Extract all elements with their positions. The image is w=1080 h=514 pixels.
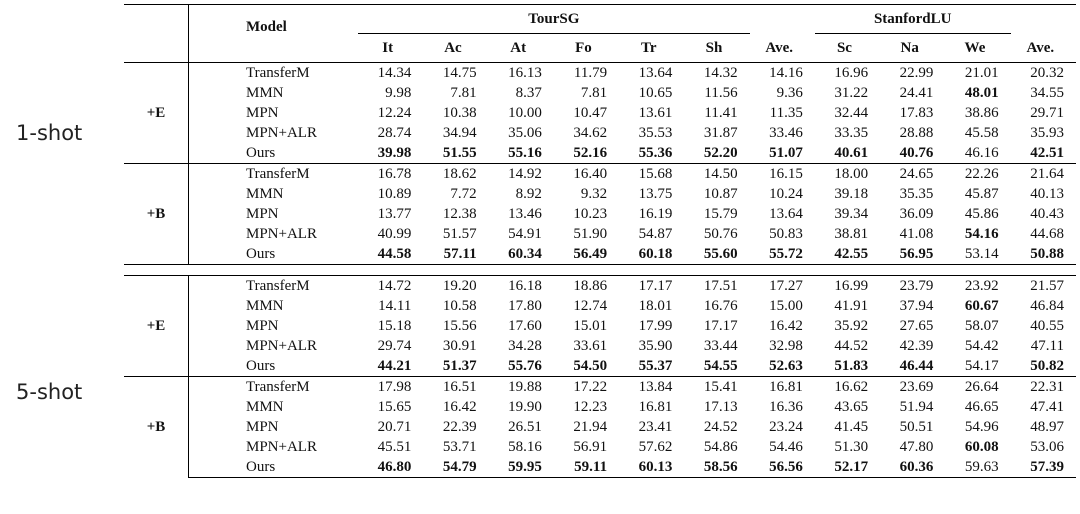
value-cell: 10.58 — [442, 298, 477, 314]
value-cell: 14.34 — [358, 63, 423, 84]
value-cell: 24.52 — [703, 419, 738, 435]
value-cell: 45.51 — [377, 439, 412, 455]
value-cell: 34.62 — [573, 125, 608, 141]
group-label: +E — [124, 276, 189, 377]
shot-separator — [124, 265, 1076, 276]
value-cell: 41.45 — [834, 419, 869, 435]
value-cell: 16.81 — [750, 377, 815, 398]
value-cell: 51.94 — [899, 399, 934, 415]
value-cell: 16.15 — [750, 164, 815, 185]
value-cell: 30.91 — [442, 338, 477, 354]
value-cell: 20.71 — [377, 419, 412, 435]
value-cell: 54.16 — [964, 226, 999, 242]
value-cell: 40.76 — [899, 145, 934, 161]
value-cell: 54.96 — [964, 419, 999, 435]
value-cell: 38.81 — [834, 226, 869, 242]
value-cell: 34.28 — [508, 338, 542, 354]
column-header-ave-toursg: Ave. — [765, 39, 794, 56]
table-row — [124, 164, 1076, 185]
value-cell: 15.56 — [442, 318, 477, 334]
value-cell: 38.86 — [964, 105, 999, 121]
value-cell: 48.01 — [964, 85, 999, 101]
value-cell: 43.65 — [834, 399, 869, 415]
value-cell: 23.69 — [880, 377, 945, 398]
value-cell: 15.01 — [573, 318, 608, 334]
value-cell: 22.99 — [880, 63, 945, 84]
value-cell: 41.91 — [834, 298, 869, 314]
value-cell: 13.61 — [638, 105, 673, 121]
value-cell: 9.36 — [776, 85, 803, 101]
value-cell: 55.72 — [769, 246, 803, 262]
value-cell: 58.07 — [964, 318, 999, 334]
column-header-ac: Ac — [444, 40, 462, 56]
column-header-sh: Sh — [705, 40, 723, 56]
value-cell: 22.31 — [1011, 377, 1076, 398]
value-cell: 23.24 — [769, 419, 803, 435]
value-cell: 16.19 — [638, 206, 673, 222]
value-cell: 56.56 — [750, 457, 815, 478]
value-cell: 50.83 — [769, 226, 803, 242]
value-cell: 53.14 — [964, 246, 999, 262]
value-cell: 33.35 — [834, 125, 869, 141]
value-cell: 17.98 — [358, 377, 423, 398]
table-row — [124, 276, 1076, 297]
value-cell: 16.51 — [423, 377, 488, 398]
table-row — [124, 143, 1076, 164]
value-cell: 10.24 — [769, 186, 803, 202]
header-spacer — [750, 5, 815, 34]
group-label: +B — [124, 164, 189, 265]
header-row-datasets — [124, 5, 1076, 34]
value-cell: 60.08 — [964, 439, 999, 455]
value-cell: 59.63 — [945, 457, 1010, 478]
value-cell: 60.67 — [964, 298, 999, 314]
value-cell: 35.92 — [834, 318, 869, 334]
value-cell: 15.41 — [684, 377, 749, 398]
model-name: MPN — [246, 419, 279, 435]
value-cell: 39.18 — [834, 186, 869, 202]
value-cell: 54.79 — [423, 457, 488, 478]
value-cell: 48.97 — [1030, 419, 1064, 435]
dataset-header-stanfordlu: StanfordLU — [815, 5, 1011, 34]
value-cell: 13.64 — [619, 63, 684, 84]
value-cell: 16.62 — [815, 377, 880, 398]
value-cell: 13.46 — [508, 206, 542, 222]
value-cell: 53.71 — [442, 439, 477, 455]
value-cell: 11.79 — [554, 63, 619, 84]
value-cell: 52.63 — [769, 358, 803, 374]
value-cell: 8.92 — [515, 186, 542, 202]
value-cell: 31.22 — [834, 85, 869, 101]
value-cell: 54.87 — [638, 226, 673, 242]
value-cell: 60.36 — [880, 457, 945, 478]
value-cell: 45.86 — [964, 206, 999, 222]
value-cell: 13.64 — [769, 206, 803, 222]
value-cell: 16.96 — [815, 63, 880, 84]
value-cell: 40.55 — [1030, 318, 1064, 334]
table-row — [124, 204, 1076, 224]
model-name: MPN+ALR — [246, 125, 317, 141]
value-cell: 14.72 — [358, 276, 423, 297]
model-name: MPN+ALR — [246, 226, 317, 242]
value-cell: 54.46 — [769, 439, 803, 455]
column-header-fo: Fo — [575, 40, 592, 56]
model-name: TransferM — [189, 276, 359, 297]
value-cell: 40.13 — [1030, 186, 1064, 202]
model-name: MPN+ALR — [246, 338, 317, 354]
column-header-tr: Tr — [640, 40, 657, 56]
value-cell: 32.98 — [769, 338, 803, 354]
value-cell: 33.61 — [573, 338, 608, 354]
value-cell: 60.34 — [508, 246, 542, 262]
group-label: +B — [124, 377, 189, 478]
value-cell: 34.55 — [1030, 85, 1064, 101]
value-cell: 53.06 — [1030, 439, 1064, 455]
column-header-ave-stanfordlu: Ave. — [1026, 39, 1055, 56]
value-cell: 14.50 — [684, 164, 749, 185]
value-cell: 18.62 — [423, 164, 488, 185]
value-cell: 54.91 — [508, 226, 542, 242]
value-cell: 12.38 — [442, 206, 477, 222]
value-cell: 58.16 — [508, 439, 542, 455]
value-cell: 16.36 — [769, 399, 803, 415]
model-name: TransferM — [189, 164, 359, 185]
table-row — [124, 296, 1076, 316]
value-cell: 17.83 — [899, 105, 934, 121]
model-header: Model — [189, 5, 359, 63]
table-row — [124, 244, 1076, 265]
value-cell: 20.32 — [1011, 63, 1076, 84]
value-cell: 58.56 — [684, 457, 749, 478]
value-cell: 55.60 — [703, 246, 738, 262]
value-cell: 18.00 — [815, 164, 880, 185]
value-cell: 11.56 — [704, 85, 738, 101]
value-cell: 55.37 — [638, 358, 673, 374]
shot-label-1: 1-shot — [16, 121, 83, 145]
value-cell: 17.13 — [703, 399, 738, 415]
value-cell: 10.38 — [442, 105, 477, 121]
column-header-we: We — [964, 40, 986, 56]
value-cell: 18.86 — [554, 276, 619, 297]
value-cell: 17.51 — [684, 276, 749, 297]
value-cell: 16.78 — [358, 164, 423, 185]
value-cell: 29.74 — [377, 338, 412, 354]
column-header-sc: Sc — [836, 40, 852, 56]
value-cell: 44.21 — [377, 358, 412, 374]
table-body — [124, 63, 1076, 478]
value-cell: 14.16 — [750, 63, 815, 84]
value-cell: 7.72 — [450, 186, 477, 202]
value-cell: 55.76 — [508, 358, 542, 374]
value-cell: 15.00 — [769, 298, 803, 314]
value-cell: 42.39 — [899, 338, 934, 354]
value-cell: 54.55 — [703, 358, 738, 374]
value-cell: 35.06 — [508, 125, 542, 141]
value-cell: 47.41 — [1030, 399, 1064, 415]
value-cell: 27.65 — [899, 318, 934, 334]
value-cell: 23.79 — [880, 276, 945, 297]
table-row — [124, 316, 1076, 336]
table-row — [124, 103, 1076, 123]
value-cell: 16.42 — [442, 399, 477, 415]
value-cell: 15.79 — [703, 206, 738, 222]
value-cell: 16.99 — [815, 276, 880, 297]
value-cell: 52.20 — [703, 145, 738, 161]
value-cell: 54.42 — [964, 338, 999, 354]
table-row — [124, 437, 1076, 457]
value-cell: 7.81 — [580, 85, 608, 101]
value-cell: 32.44 — [834, 105, 869, 121]
header-spacer — [1011, 5, 1076, 34]
value-cell: 28.88 — [899, 125, 934, 141]
value-cell: 50.88 — [1030, 246, 1064, 262]
model-name: TransferM — [189, 377, 359, 398]
value-cell: 24.65 — [880, 164, 945, 185]
value-cell: 47.80 — [899, 439, 934, 455]
model-name: MMN — [246, 399, 284, 415]
value-cell: 9.32 — [580, 186, 608, 202]
column-header-na: Na — [900, 40, 919, 56]
value-cell: 59.11 — [554, 457, 619, 478]
value-cell: 21.94 — [573, 419, 608, 435]
value-cell: 16.76 — [703, 298, 738, 314]
value-cell: 39.98 — [377, 145, 412, 161]
value-cell: 15.65 — [377, 399, 412, 415]
value-cell: 50.82 — [1030, 358, 1064, 374]
value-cell: 9.98 — [385, 85, 412, 101]
value-cell: 33.46 — [769, 125, 803, 141]
value-cell: 57.62 — [638, 439, 673, 455]
value-cell: 12.23 — [573, 399, 608, 415]
group-header — [124, 5, 189, 63]
value-cell: 51.83 — [834, 358, 869, 374]
value-cell: 51.30 — [834, 439, 869, 455]
model-name: MMN — [246, 186, 284, 202]
value-cell: 18.01 — [638, 298, 673, 314]
value-cell: 17.17 — [619, 276, 684, 297]
value-cell: 42.55 — [834, 246, 869, 262]
model-name: MMN — [246, 298, 284, 314]
value-cell: 45.87 — [964, 186, 999, 202]
value-cell: 51.90 — [573, 226, 608, 242]
value-cell: 28.74 — [377, 125, 412, 141]
value-cell: 51.37 — [442, 358, 477, 374]
value-cell: 23.92 — [945, 276, 1010, 297]
value-cell: 17.17 — [703, 318, 738, 334]
model-name: Ours — [246, 246, 276, 262]
value-cell: 35.53 — [638, 125, 673, 141]
value-cell: 16.81 — [638, 399, 673, 415]
value-cell: 33.44 — [703, 338, 738, 354]
value-cell: 10.87 — [703, 186, 738, 202]
value-cell: 13.75 — [638, 186, 673, 202]
value-cell: 44.52 — [834, 338, 869, 354]
value-cell: 52.16 — [573, 145, 608, 161]
table-row — [124, 377, 1076, 398]
value-cell: 12.74 — [573, 298, 608, 314]
model-name: MMN — [246, 85, 284, 101]
value-cell: 13.84 — [619, 377, 684, 398]
dataset-header-toursg: TourSG — [358, 5, 750, 34]
value-cell: 55.16 — [508, 145, 542, 161]
value-cell: 40.43 — [1030, 206, 1064, 222]
value-cell: 35.35 — [899, 186, 934, 202]
value-cell: 35.90 — [638, 338, 673, 354]
value-cell: 54.50 — [573, 358, 608, 374]
value-cell: 21.64 — [1011, 164, 1076, 185]
value-cell: 31.87 — [703, 125, 738, 141]
table-row — [124, 397, 1076, 417]
value-cell: 19.90 — [508, 399, 542, 415]
value-cell: 14.75 — [423, 63, 488, 84]
value-cell: 57.11 — [443, 246, 477, 262]
value-cell: 14.11 — [378, 298, 412, 314]
value-cell: 10.47 — [573, 105, 608, 121]
value-cell: 19.88 — [489, 377, 554, 398]
value-cell: 55.36 — [638, 145, 673, 161]
value-cell: 36.09 — [899, 206, 934, 222]
value-cell: 60.18 — [638, 246, 673, 262]
table-row — [124, 83, 1076, 103]
model-name: TransferM — [189, 63, 359, 84]
value-cell: 23.41 — [638, 419, 673, 435]
model-name: Ours — [189, 457, 359, 478]
separator-rule — [124, 265, 1076, 276]
table-row — [124, 356, 1076, 377]
value-cell: 51.07 — [769, 145, 803, 161]
value-cell: 46.84 — [1030, 298, 1064, 314]
value-cell: 15.68 — [619, 164, 684, 185]
value-cell: 15.18 — [377, 318, 412, 334]
table-row — [124, 336, 1076, 356]
table-row — [124, 417, 1076, 437]
value-cell: 41.08 — [899, 226, 934, 242]
value-cell: 16.13 — [489, 63, 554, 84]
table-row — [124, 224, 1076, 244]
value-cell: 34.94 — [442, 125, 477, 141]
model-name: MPN — [246, 105, 279, 121]
value-cell: 29.71 — [1030, 105, 1064, 121]
value-cell: 13.77 — [377, 206, 412, 222]
value-cell: 17.27 — [750, 276, 815, 297]
value-cell: 17.99 — [638, 318, 673, 334]
shot-label-5: 5-shot — [16, 380, 83, 404]
value-cell: 44.58 — [377, 246, 412, 262]
value-cell: 21.57 — [1011, 276, 1076, 297]
value-cell: 10.23 — [573, 206, 608, 222]
value-cell: 46.65 — [964, 399, 999, 415]
value-cell: 21.01 — [945, 63, 1010, 84]
value-cell: 46.16 — [964, 145, 999, 161]
table-row — [124, 63, 1076, 84]
value-cell: 44.68 — [1030, 226, 1064, 242]
model-name: Ours — [246, 145, 276, 161]
results-table — [124, 4, 1076, 478]
value-cell: 46.80 — [358, 457, 423, 478]
value-cell: 56.95 — [899, 246, 934, 262]
value-cell: 11.41 — [704, 105, 738, 121]
value-cell: 50.76 — [703, 226, 738, 242]
model-name: MPN — [246, 206, 279, 222]
value-cell: 46.44 — [899, 358, 934, 374]
table-row — [124, 184, 1076, 204]
value-cell: 59.95 — [489, 457, 554, 478]
value-cell: 16.40 — [554, 164, 619, 185]
value-cell: 12.24 — [377, 105, 412, 121]
value-cell: 7.81 — [450, 85, 477, 101]
value-cell: 54.86 — [703, 439, 738, 455]
value-cell: 54.17 — [964, 358, 999, 374]
value-cell: 16.18 — [489, 276, 554, 297]
value-cell: 37.94 — [899, 298, 934, 314]
value-cell: 16.42 — [769, 318, 803, 334]
value-cell: 22.26 — [945, 164, 1010, 185]
model-name: Ours — [246, 358, 276, 374]
model-name: MPN — [246, 318, 279, 334]
value-cell: 40.61 — [834, 145, 869, 161]
value-cell: 17.22 — [554, 377, 619, 398]
value-cell: 56.49 — [573, 246, 608, 262]
value-cell: 56.91 — [573, 439, 608, 455]
column-header-it: It — [382, 40, 394, 56]
value-cell: 50.51 — [899, 419, 934, 435]
value-cell: 10.00 — [508, 105, 542, 121]
value-cell: 17.80 — [508, 298, 542, 314]
model-name: MPN+ALR — [246, 439, 317, 455]
value-cell: 8.37 — [515, 85, 542, 101]
value-cell: 19.20 — [423, 276, 488, 297]
value-cell: 26.51 — [508, 419, 542, 435]
group-label: +E — [124, 63, 189, 164]
value-cell: 47.11 — [1030, 338, 1064, 354]
value-cell: 17.60 — [508, 318, 542, 334]
value-cell: 57.39 — [1011, 457, 1076, 478]
value-cell: 39.34 — [834, 206, 869, 222]
table-row — [124, 457, 1076, 478]
value-cell: 10.65 — [638, 85, 673, 101]
value-cell: 11.35 — [769, 105, 803, 121]
value-cell: 24.41 — [899, 85, 934, 101]
value-cell: 14.92 — [489, 164, 554, 185]
value-cell: 14.32 — [684, 63, 749, 84]
value-cell: 45.58 — [964, 125, 999, 141]
value-cell: 40.99 — [377, 226, 412, 242]
value-cell: 22.39 — [442, 419, 477, 435]
value-cell: 10.89 — [377, 186, 412, 202]
value-cell: 35.93 — [1030, 125, 1064, 141]
value-cell: 51.57 — [442, 226, 477, 242]
table-row — [124, 123, 1076, 143]
value-cell: 51.55 — [442, 145, 477, 161]
value-cell: 26.64 — [945, 377, 1010, 398]
value-cell: 60.13 — [619, 457, 684, 478]
value-cell: 42.51 — [1030, 145, 1064, 161]
value-cell: 52.17 — [815, 457, 880, 478]
column-header-at: At — [510, 40, 527, 56]
